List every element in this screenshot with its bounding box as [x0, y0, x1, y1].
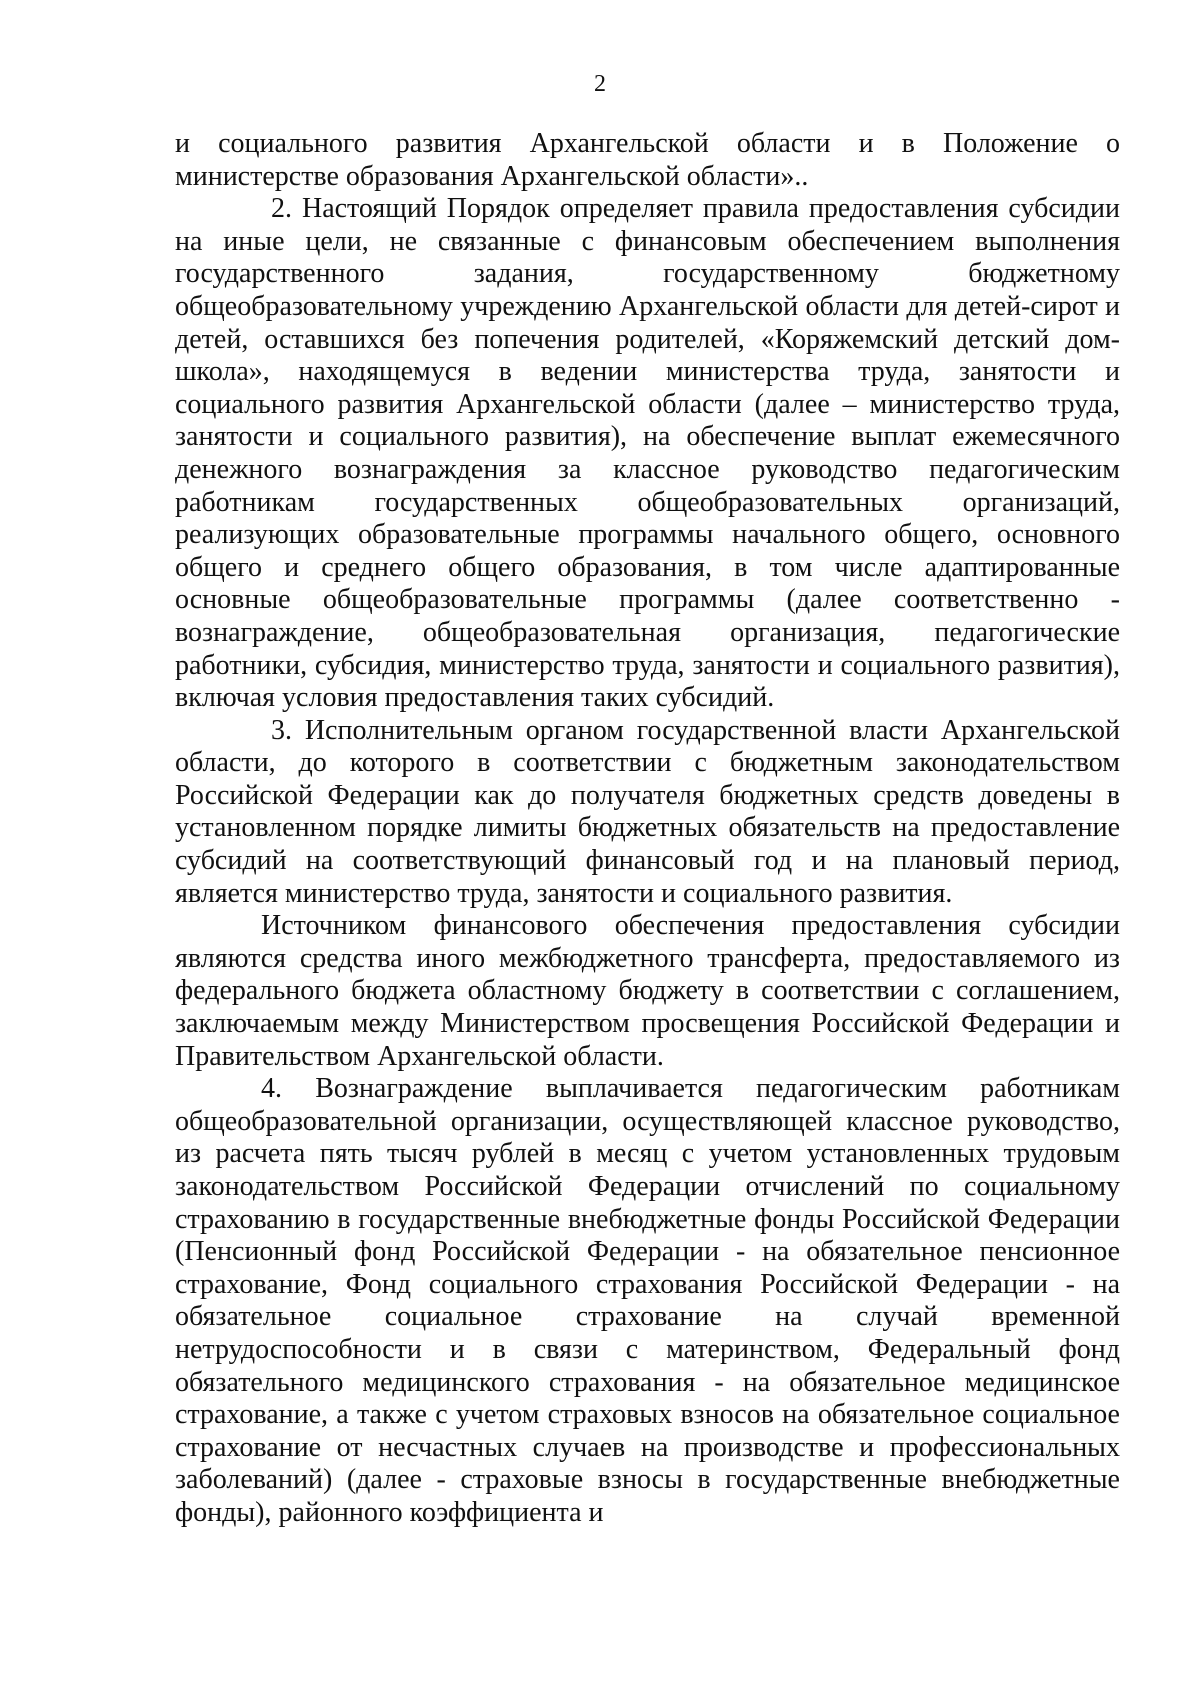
- paragraph-clause-3: 3. Исполнительным органом государственной власти Архангельской области, до которого в соответствии с бюджетным законодательством Российской Федерации как до получателя бюджетных средств доведены в установленном порядке лимиты бюджетных обязательств на предоставление субсидий на соответствующий финансовый год и на плановый период, является министерство труда, занятости и социального развития.: [175, 714, 1120, 909]
- document-body: [175, 128, 1120, 1530]
- paragraph-clause-4: 4. Вознаграждение выплачивается педагогическим работникам общеобразовательной организации, осуществляющей классное руководство, из расчета пять тысяч рублей в месяц с учетом установленных трудовым законодательством Российской Федерации отчислений по социальному страхованию в государственные внебюджетные фонды Российской Федерации (Пенсионный фонд Российской Федерации - на обязательное пенсионное страхование, Фонд социального страхования Российской Федерации - на обязательное социальное страхование на случай временной нетрудоспособности и в связи с материнством, Федеральный фонд обязательного медицинского страхования - на обязательное медицинское страхование, а также с учетом страховых взносов на обязательное социальное страхование от несчастных случаев на производстве и профессиональных заболеваний) (далее - страховые взносы в государственные внебюджетные фонды), районного коэффициента и: [175, 1073, 1120, 1528]
- paragraph-continuation: и социального развития Архангельской области и в Положение о министерстве образования Архангельской области»..: [175, 128, 1120, 192]
- page-number: 2: [594, 71, 606, 97]
- paragraph-clause-2: 2. Настоящий Порядок определяет правила предоставления субсидии на иные цели, не связанные с финансовым обеспечением выполнения государственного задания, государственному бюджетному общеобразовательному учреждению Архангельской области для детей-сирот и детей, оставшихся без попечения родителей, «Коряжемский детский дом-школа», находящемуся в ведении министерства труда, занятости и социального развития Архангельской области (далее – министерство труда, занятости и социального развития), на обеспечение выплат ежемесячного денежного вознаграждения за классное руководство педагогическим работникам государственных общеобразовательных организаций, реализующих образовательные программы начального общего, основного общего и среднего общего образования, в том числе адаптированные основные общеобразовательные программы (далее соответственно - вознаграждение, общеобразовательная организация, педагогические работники, субсидия, министерство труда, занятости и социального развития), включая условия предоставления таких субсидий.: [175, 193, 1120, 714]
- paragraph-funding-source: Источником финансового обеспечения предоставления субсидии являются средства иного межбюджетного трансферта, предоставляемого из федерального бюджета областному бюджету в соответствии с соглашением, заключаемым между Министерством просвещения Российской Федерации и Правительством Архангельской области.: [175, 910, 1120, 1072]
